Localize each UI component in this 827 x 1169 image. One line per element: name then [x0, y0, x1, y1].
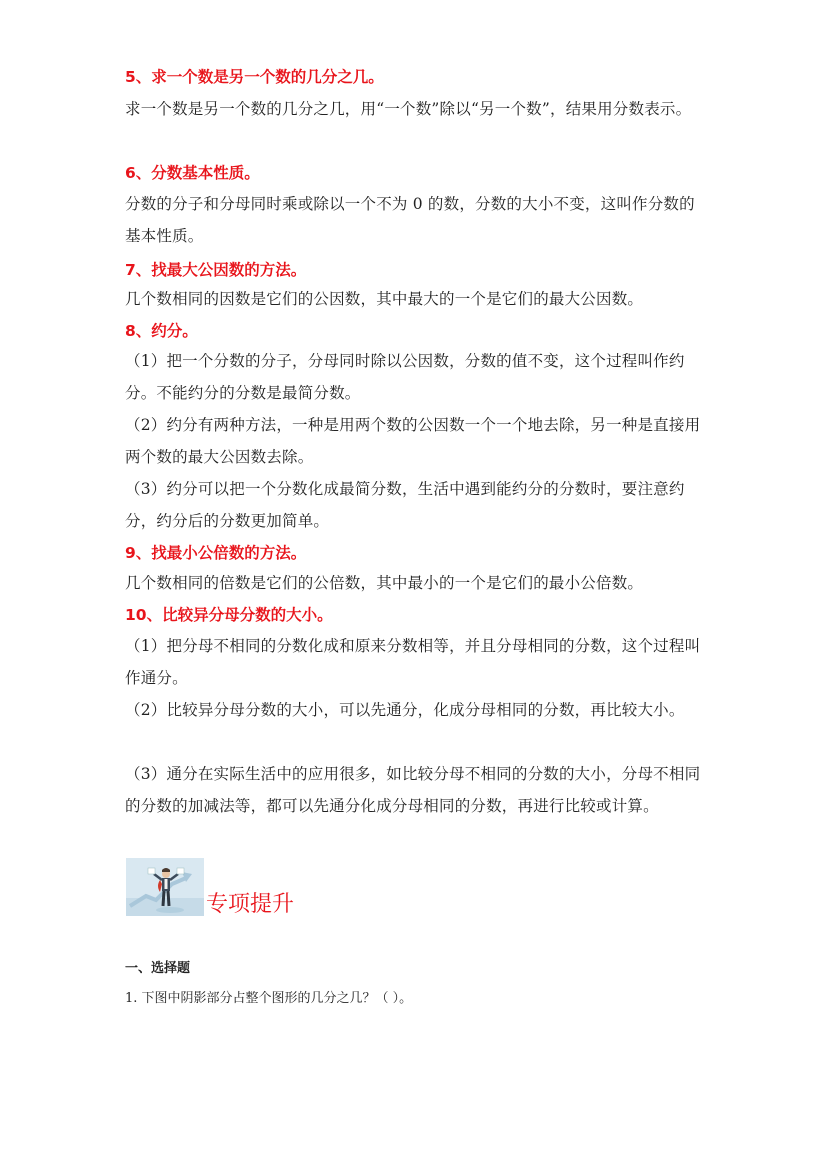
paragraph-9-1: 几个数相同的倍数是它们的公倍数，其中最小的一个是它们的最小公倍数。 — [125, 574, 644, 592]
paragraph-10-3: （3）通分在实际生活中的应用很多，如比较分母不相同的分数的大小，分母不相同的分数的加减法等，都可以先通分化成分母相同的分数，再进行比较或计算。 — [125, 765, 701, 815]
person-growth-chart-icon — [126, 858, 204, 916]
paragraph-10-2: （2）比较异分母分数的大小，可以先通分，化成分母相同的分数，再比较大小。 — [125, 701, 685, 719]
special-improvement-banner — [126, 858, 306, 918]
paragraph-6-1: 分数的分子和分母同时乘或除以一个不为 0 的数，分数的大小不变，这叫作分数的基本性质。 — [125, 195, 695, 245]
paragraph-5-1: 求一个数是另一个数的几分之几，用“一个数”除以“另一个数”，结果用分数表示。 — [125, 100, 692, 118]
paragraph-7-1: 几个数相同的因数是它们的公因数，其中最大的一个是它们的最大公因数。 — [125, 290, 644, 308]
heading-9: 9、找最小公倍数的方法。 — [125, 544, 307, 562]
paragraph-10-1: （1）把分母不相同的分数化成和原来分数相等，并且分母相同的分数，这个过程叫作通分。 — [125, 637, 701, 687]
paragraph-8-3: （3）约分可以把一个分数化成最简分数，生活中遇到能约分的分数时，要注意约分，约分后的分数更加简单。 — [125, 480, 685, 530]
paragraph-8-2: （2）约分有两种方法，一种是用两个数的公因数一个一个地去除，另一种是直接用两个数的最大公因数去除。 — [125, 416, 701, 466]
heading-6: 6、分数基本性质。 — [125, 164, 260, 182]
banner-title: 专项提升 — [206, 892, 295, 917]
heading-10: 10、比较异分母分数的大小。 — [125, 606, 333, 624]
question-1: 1. 下图中阴影部分占整个图形的几分之几？（ ）。 — [125, 991, 413, 1006]
heading-5: 5、求一个数是另一个数的几分之几。 — [125, 68, 384, 86]
paragraph-8-1: （1）把一个分数的分子，分母同时除以公因数，分数的值不变，这个过程叫作约分。不能约分的分数是最简分数。 — [125, 352, 685, 402]
heading-7: 7、找最大公因数的方法。 — [125, 261, 307, 279]
section-title-multiple-choice: 一、选择题 — [125, 961, 191, 976]
heading-8: 8、约分。 — [125, 322, 198, 340]
